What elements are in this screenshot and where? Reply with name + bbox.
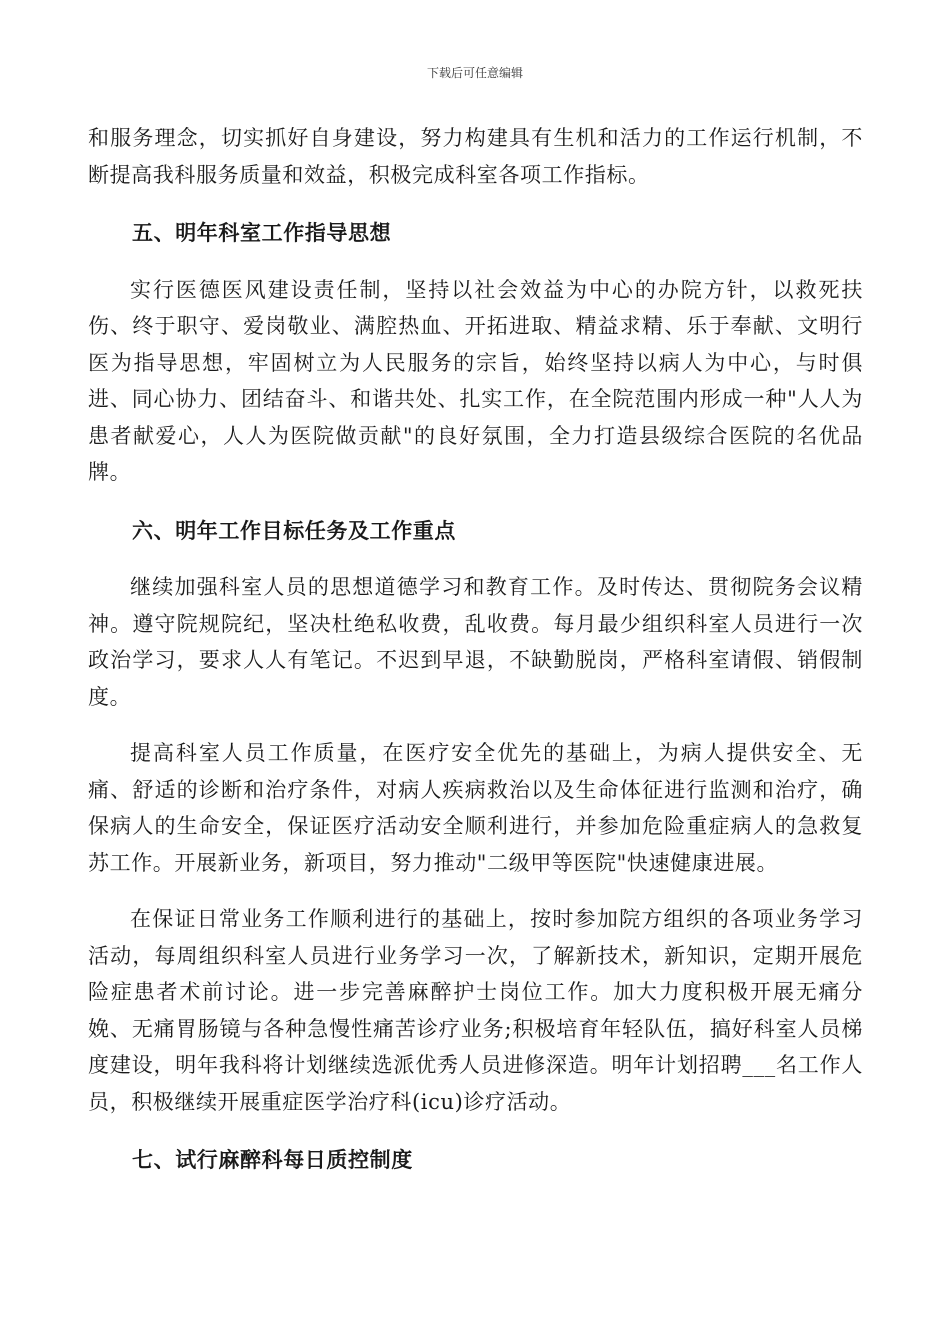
paragraph-business-learning: 在保证日常业务工作顺利进行的基础上，按时参加院方组织的各项业务学习活动，每周组织科室人员进行业务学习一次，了解新技术，新知识，定期开展危险症患者术前讨论。进一步完善麻醉护士岗位工作。加大力度积极开展无痛分娩、无痛胃肠镜与各种急慢性痛苦诊疗业务;积极培育年轻队伍，搞好科室人员梯度建设，明年我科将计划继续选派优秀人员进修深造。明年计划招聘___名工作人员，积极继续开展重症医学治疗科(icu)诊疗活动。 (88, 907, 863, 1114)
paragraph-work-quality: 提高科室人员工作质量，在医疗安全优先的基础上，为病人提供安全、无痛、舒适的诊断和治疗条件，对病人疾病救治以及生命体征进行监测和治疗，确保病人的生命安全，保证医疗活动安全顺利进行，并参加危险重症病人的急救复苏工作。开展新业务，新项目，努力推动"二级甲等医院"快速健康进展。 (88, 741, 863, 875)
heading-quality-control: 七、试行麻醉科每日质控制度 (132, 1148, 413, 1172)
document-body (88, 120, 863, 1179)
page-header: 下载后可任意编辑 (426, 66, 523, 80)
heading-goals-tasks: 六、明年工作目标任务及工作重点 (132, 518, 456, 543)
paragraph-service-concept: 和服务理念，切实抓好自身建设，努力构建具有生机和活力的工作运行机制，不断提高我科服务质量和效益，积极完成科室各项工作指标。 (88, 126, 863, 187)
paragraph-guiding-thought: 实行医德医风建设责任制，坚持以社会效益为中心的办院方针，以救死扶伤、终于职守、爱岗敬业、满腔热血、开拓进取、精益求精、乐于奉献、文明行医为指导思想，牢固树立为人民服务的宗旨，始终坚持以病人为中心，与时俱进、同心协力、团结奋斗、和谐共处、扎实工作，在全院范围内形成一种"人人为患者献爱心，人人为医院做贡献"的良好氛围，全力打造县级综合医院的名优品牌。 (88, 277, 863, 484)
heading-guiding-thought: 五、明年科室工作指导思想 (132, 221, 392, 245)
paragraph-moral-education: 继续加强科室人员的思想道德学习和教育工作。及时传达、贯彻院务会议精神。遵守院规院纪，坚决杜绝私收费，乱收费。每月最少组织科室人员进行一次政治学习，要求人人有笔记。不迟到早退，不缺勤脱岗，严格科室请假、销假制度。 (88, 575, 863, 709)
